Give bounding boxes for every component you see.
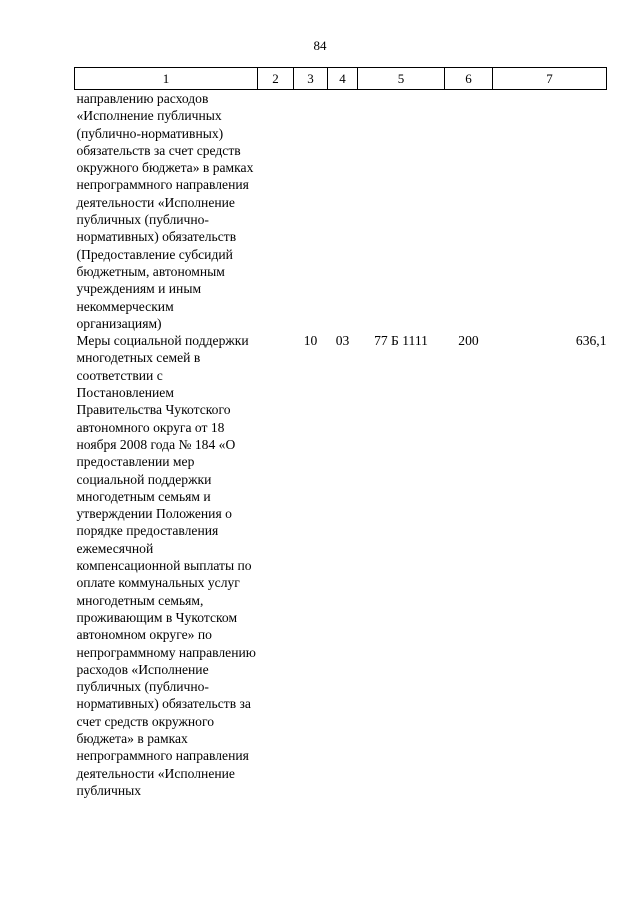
row-cell-amount: 636,1: [575, 333, 607, 349]
budget-table: [74, 67, 607, 799]
row-name-cell: Меры социальной поддержки многодетных семей в соответствии с Постановлением Правительства Чукотского автономного округа от 18 ноября 2008 года № 184 «О предоставлении мер социальной поддержки многодетным семьям и утверждении Положения о порядке предоставления ежемесячной компенсационной выплаты по оплате коммунальных услуг многодетным семьям, проживающим в Чукотском автономном округе» по непрограммному направлению расходов «Исполнение публичных (публично-нормативных) обязательств за счет средств окружного бюджета» в рамках непрограммного направления деятельности «Исполнение публичных: [76, 333, 256, 798]
row-cell-7: [493, 90, 607, 333]
row-cell-subsection: 03: [335, 333, 350, 349]
row-cell-expense-type: 200: [458, 333, 479, 349]
row-cell-6: [445, 90, 493, 333]
column-header-3: 3: [294, 68, 328, 90]
row-cell-3: [294, 90, 328, 333]
table-row: [75, 90, 607, 333]
row-cell-5: [358, 90, 445, 333]
row-cell-2: [258, 90, 294, 333]
row-name-cell: направлению расходов «Исполнение публичных (публично-нормативных) обязательств за счет средств окружного бюджета» в рамках непрограммного направления деятельности «Исполнение публичных (публично-нормативных) обязательств (Предоставление субсидий бюджетным, автономным учреждениям и иным некоммерческим организациям): [76, 91, 254, 331]
column-header-2: 2: [258, 68, 294, 90]
column-header-6: 6: [445, 68, 493, 90]
column-header-4: 4: [328, 68, 358, 90]
row-cell-2: [258, 332, 294, 799]
column-header-5: 5: [358, 68, 445, 90]
row-cell-4: [328, 90, 358, 333]
page-number: 84: [313, 38, 327, 53]
row-cell-section: 10: [303, 333, 318, 349]
row-cell-target-article: 77 Б 1111: [374, 333, 428, 349]
table-row: [75, 332, 607, 799]
column-header-7: 7: [493, 68, 607, 90]
column-header-1: 1: [75, 68, 258, 90]
table-header-row: [75, 68, 607, 90]
